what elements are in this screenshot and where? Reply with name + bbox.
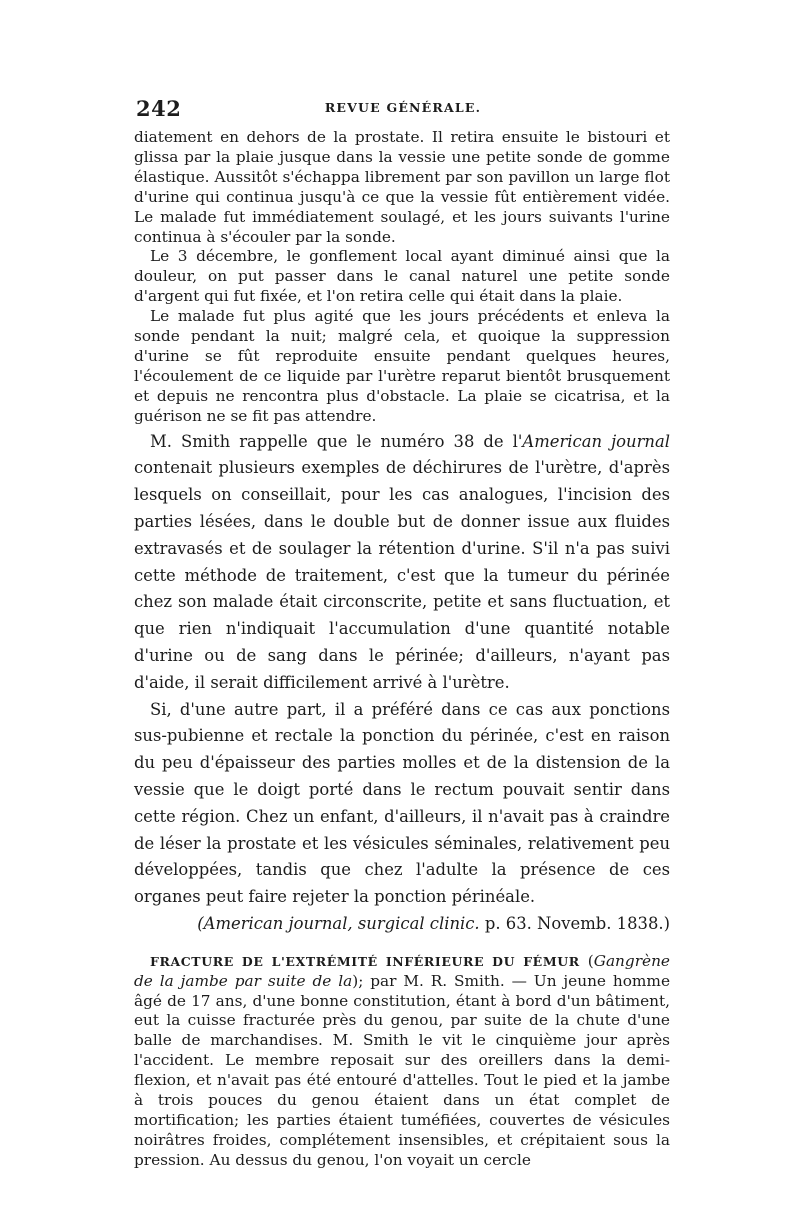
page-header (136, 96, 670, 122)
paragraph-december-3: Le 3 décembre, le gonflement local ayant diminué ainsi que la douleur, on put passer dans le canal naturel une petite sonde d'argent qui fut fixée, et l'on retira celle qui était dans la plaie. (134, 247, 670, 306)
paragraph-smith-recalls (134, 429, 670, 697)
citation-source-italic: (American journal, surgical clinic. (197, 913, 480, 933)
paragraph-patient-agitated: Le malade fut plus agité que les jours précédents et enleva la sonde pendant la nuit; malgré cela, et quoique la suppression d'urine se fût reproduite ensuite pendant quelques heures, l'écoulement de ce liquide par l'urètre reparut bientôt brusquement et depuis ne rencontra plus d'obstacle. La plaie se cicatrisa, et la guérison ne se fit pas attendre. (134, 307, 670, 425)
body-text (134, 128, 670, 1171)
citation (134, 911, 670, 938)
femur-fracture-text: ); par M. R. Smith. — Un jeune homme âgé de 17 ans, d'une bonne constitution, étant à bord d'un bâtiment, eut la cuisse fracturée près du genou, par suite de la chute d'une balle de marchandises. M. Smith le vit le cinquième jour après l'accident. Le membre reposait sur des oreillers dans la demi-flexion, et n'avait pas été entouré d'attelles. Tout le pied et la jambe à trois pouces du genou étaient dans un état complet de mortification; les parties étaient tuméfiées, couvertes de vésicules noirâtres froides, complétement insensibles, et crépitaient sous la pression. Au dessus du genou, l'on voyait un cercle (134, 971, 670, 1169)
paragraph-puncture: Si, d'une autre part, il a préféré dans ce cas aux ponctions sus-pubienne et rectale la ponction du périnée, c'est en raison du peu d'épaisseur des parties molles et de la distension de la vessie que le doigt porté dans le rectum pouvait sentir dans cette région. Chez un enfant, d'ailleurs, il n'avait pas à craindre de léser la prostate et les vésicules séminales, relativement peu développées, tandis que chez l'adulte la présence de ces organes peut faire rejeter la ponction périnéale. (134, 699, 670, 907)
smith-recalls-text-1: M. Smith rappelle que le numéro 38 de l' (150, 431, 523, 451)
paragraph-femur-fracture (134, 952, 670, 1171)
subtitle-italic: Gangrène de la jambe par suite de la (134, 951, 670, 990)
section-heading-femur-fracture: FRACTURE DE L'EXTRÉMITÉ INFÉRIEURE DU FÉMUR (150, 953, 580, 969)
smith-recalls-text-2: contenait plusieurs exemples de déchirures de l'urètre, d'après lesquels on conseillait, pour les cas analogues, l'incision des parties lésées, dans le double but de donner issue aux fluides extravasés et de soulager la rétention d'urine. S'il n'a pas suivi cette méthode de traitement, c'est que la tumeur du périnée chez son malade était circonscrite, petite et sans fluctuation, et que rien n'indiquait l'accumulation d'une quantité notable d'urine ou de sang dans le périnée; d'ailleurs, n'ayant pas d'aide, il serait difficilement arrivé à l'urètre. (134, 458, 670, 692)
citation-reference: p. 63. Novemb. 1838.) (479, 913, 670, 933)
journal-title-italic: American journal (522, 431, 670, 451)
running-title: REVUE GÉNÉRALE. (324, 100, 482, 115)
page-number: 242 (136, 96, 182, 121)
paragraph-continuation: diatement en dehors de la prostate. Il retira ensuite le bistouri et glissa par la plaie jusque dans la vessie une petite sonde de gomme élastique. Aussitôt s'échappa librement par son pavillon un large flot d'urine qui continua jusqu'à ce que la vessie fût entièrement vidée. Le malade fut immédiatement soulagé, et les jours suivants l'urine continua à s'écouler par la sonde. (134, 128, 670, 246)
paren-open: ( (579, 951, 594, 970)
